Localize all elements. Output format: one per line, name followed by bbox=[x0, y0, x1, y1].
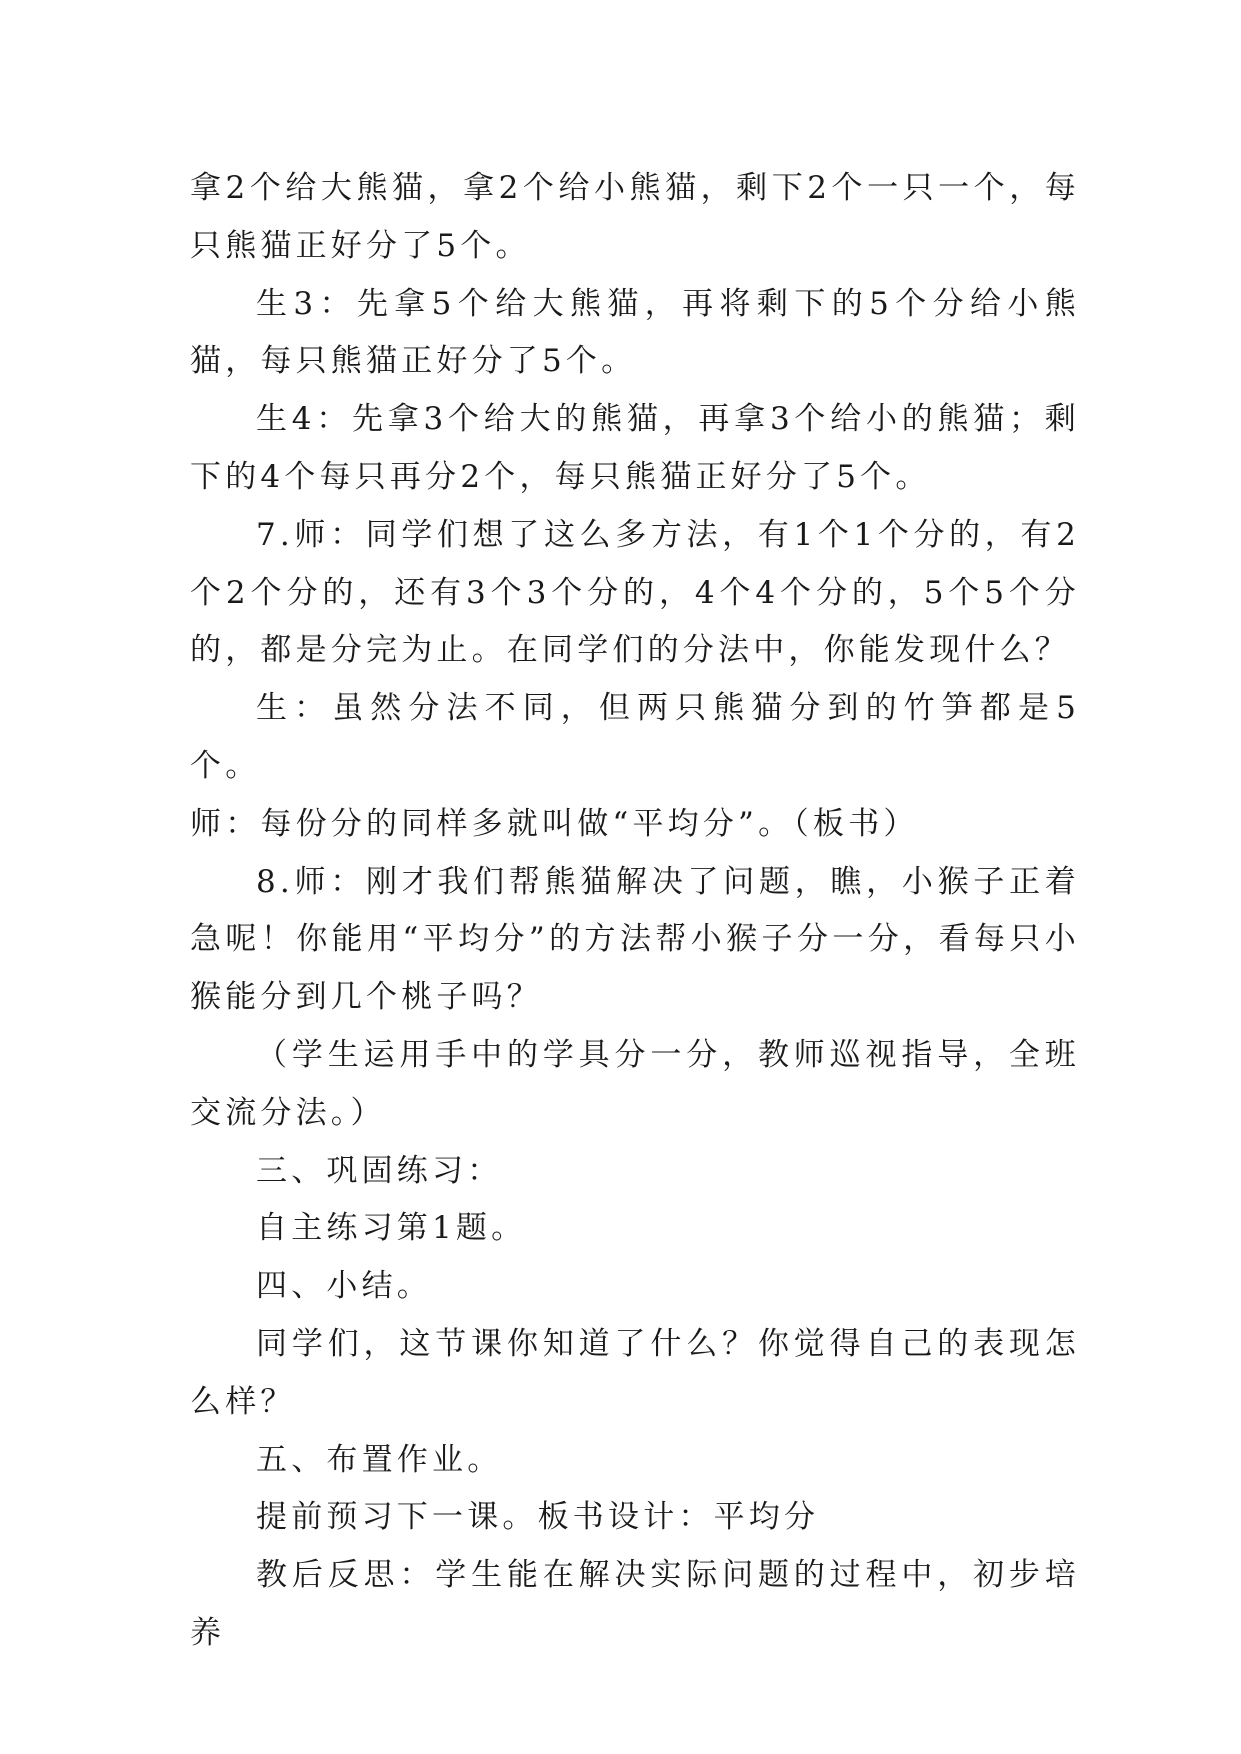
heading-homework: 五、布置作业。 bbox=[256, 1441, 503, 1478]
paragraph-5: 生：虽然分法不同，但两只熊猫分到的竹笋都是5个。 bbox=[190, 690, 1080, 784]
paragraph-10: 自主练习第1题。 bbox=[256, 1210, 527, 1247]
heading-practice: 三、巩固练习： bbox=[256, 1152, 503, 1189]
paragraph-15: 教后反思：学生能在解决实际问题的过程中，初步培养 bbox=[190, 1557, 1080, 1651]
paragraph-1: 拿2个给大熊猫，拿2个给小熊猫，剩下2个一只一个，每只熊猫正好分了5个。 bbox=[190, 170, 1080, 264]
paragraph-6: 师：每份分的同样多就叫做“平均分”。（板书） bbox=[190, 805, 919, 842]
paragraph-4: 7.师：同学们想了这么多方法，有1个1个分的，有2个2个分的，还有3个3个分的，4个4个分的，5个5个分的，都是分完为止。在同学们的分法中，你能发现什么？ bbox=[190, 516, 1080, 669]
paragraph-7: 8.师：刚才我们帮熊猫解决了问题，瞧，小猴子正着急呢！你能用“平均分”的方法帮小猴子分一分，看每只小猴能分到几个桃子吗？ bbox=[190, 863, 1080, 1016]
paragraph-8: （学生运用手中的学具分一分，教师巡视指导，全班交流分法。） bbox=[190, 1036, 1080, 1131]
paragraph-14: 提前预习下一课。板书设计：平均分 bbox=[256, 1499, 820, 1536]
paragraph-2: 生3：先拿5个给大熊猫，再将剩下的5个分给小熊猫，每只熊猫正好分了5个。 bbox=[190, 285, 1080, 380]
heading-summary: 四、小结。 bbox=[256, 1268, 432, 1305]
paragraph-12: 同学们，这节课你知道了什么？你觉得自己的表现怎么样？ bbox=[190, 1325, 1080, 1420]
paragraph-3: 生4：先拿3个给大的熊猫，再拿3个给小的熊猫；剩下的4个每只再分2个，每只熊猫正好分了5个。 bbox=[190, 401, 1080, 495]
document-body bbox=[190, 160, 1080, 1663]
